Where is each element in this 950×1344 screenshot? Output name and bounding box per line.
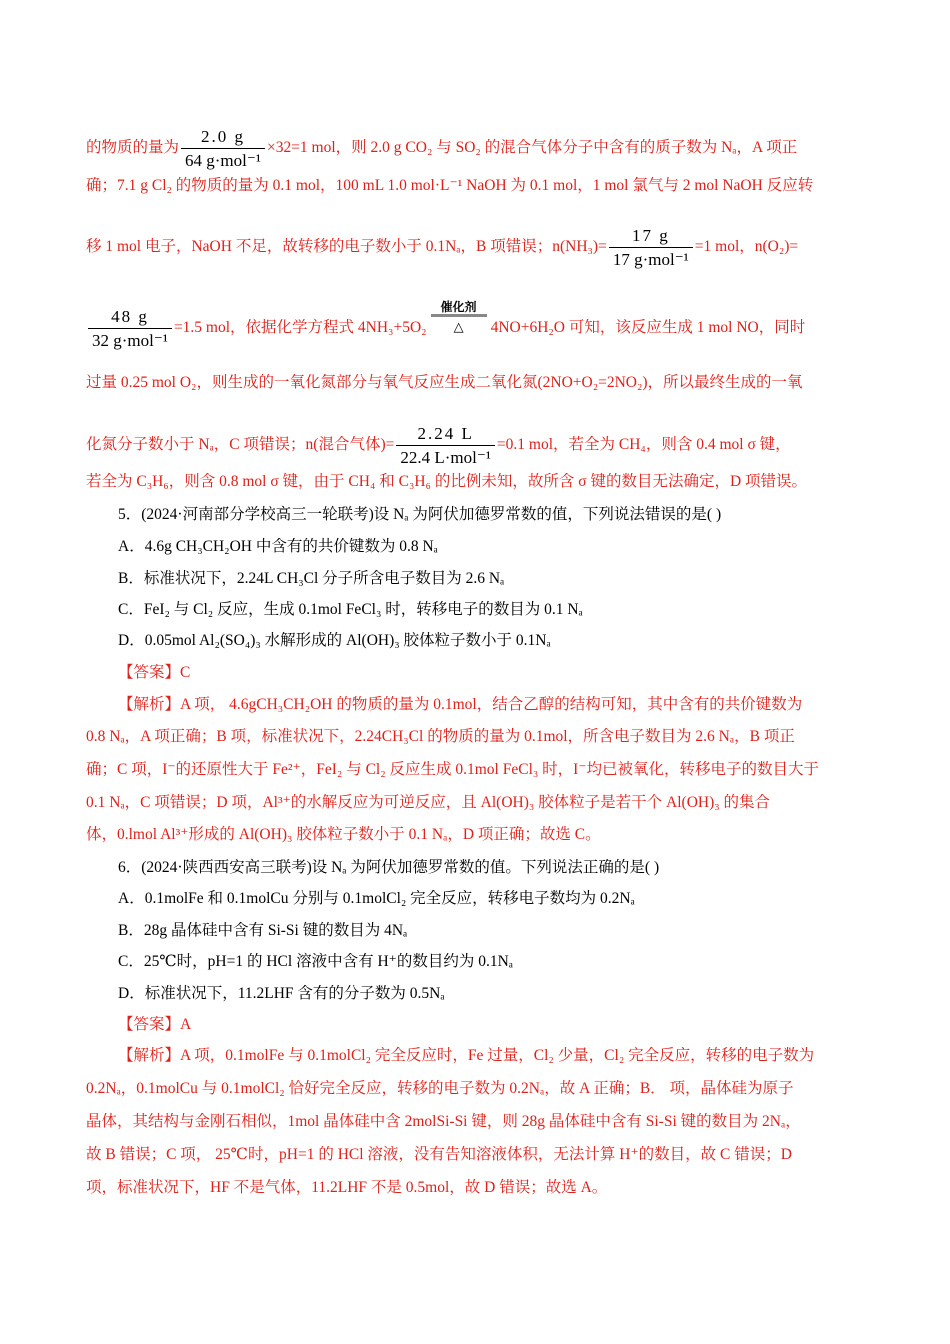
catalyst-arrow: 催化剂 △: [431, 319, 487, 339]
q6-analysis-line-3: 晶体，其结构与金刚石相似，1mol 晶体硅中含 2molSi-Si 键，则 28g 晶体硅中含有 Si-Si 键的数目为 2Nₐ，: [86, 1113, 801, 1130]
q6-answer: 【答案】A: [118, 1016, 192, 1033]
q5-analysis-line-5: 体，0.lmol Al³⁺形成的 Al(OH)₃ 胶体粒子数小于 0.1 Nₐ，D 项正确；故选 C。: [86, 826, 601, 843]
q5-option-c: C．FeI₂ 与 Cl₂ 反应，生成 0.1mol FeCl₃ 时，转移电子的数目为 0.1 Nₐ: [118, 601, 583, 618]
q4-solution-line-4: $\frac{48 g}{\text{32 g·mol⁻¹}}$ =1.5 mol，依据化学方程式 4NH₃+5O₂ 催化剂 △ 4NO+6H₂O 可知，该反应生成 1 mol NO，同时: [86, 308, 866, 349]
q5-analysis-line-2: 0.8 Nₐ，A 项正确；B 项，标准状况下，2.24CH₃Cl 的物质的量为 0.1mol，所含电子数目为 2.6 Nₐ，B 项正: [86, 728, 795, 745]
q5-option-a: A．4.6g CH₃CH₂OH 中含有的共价键数为 0.8 Nₐ: [118, 538, 438, 555]
fraction-nh3: $\frac{17 g}{\text{17 g·mol⁻¹}}$: [609, 227, 693, 268]
q6-option-b: B．28g 晶体硅中含有 Si-Si 键的数目为 4Nₐ: [118, 922, 408, 939]
q4-solution-line-5: 过量 0.25 mol O₂，则生成的一氧化氮部分与氧气反应生成二氧化氮(2NO+O₂=2NO₂)，所以最终生成的一氧: [86, 374, 803, 391]
q5-stem: 5．(2024·河南部分学校高三一轮联考)设 Nₐ 为阿伏加德罗常数的值，下列说法错误的是( ): [118, 506, 722, 523]
q5-analysis-line-1: 【解析】A 项， 4.6gCH₃CH₂OH 的物质的量为 0.1mol，结合乙醇的结构可知，其中含有的共价键数为: [118, 696, 803, 713]
q4-solution-line-6: 化氮分子数小于 Nₐ，C 项错误；n(混合气体)= $\frac{2.24 L}{\text{22.4 L·mol⁻¹}}$ =0.1 mol，若全为 CH₄，则含 0.4 mol σ 键，: [86, 424, 791, 467]
q6-analysis-line-2: 0.2Nₐ，0.1molCu 与 0.1molCl₂ 恰好完全反应，转移的电子数为 0.2Nₐ，故 A 正确；B． 项，晶体硅为原子: [86, 1080, 794, 1097]
q5-answer: 【答案】C: [118, 664, 191, 681]
q6-stem: 6．(2024·陕西西安高三联考)设 Nₐ 为阿伏加德罗常数的值。下列说法正确的是( ): [118, 859, 660, 876]
q5-analysis-line-3: 确；C 项，I⁻的还原性大于 Fe²⁺，FeI₂ 与 Cl₂ 反应生成 0.1mol FeCl₃ 时，I⁻均已被氧化，转移电子的数目大于: [86, 761, 820, 778]
q4-solution-line-1: 的物质的量为 $\frac{2.0 g}{\text{64 g·mol⁻¹}}$ ×32=1 mol，则 2.0 g CO₂ 与 SO₂ 的混合气体分子中含有的质子数为 Nₐ，A 项正: [86, 127, 798, 170]
q6-option-a: A．0.1molFe 和 0.1molCu 分别与 0.1molCl₂ 完全反应，转移电子数均为 0.2Nₐ: [118, 890, 635, 907]
q4-solution-line-7: 若全为 C₃H₆，则含 0.8 mol σ 键，由于 CH₄ 和 C₃H₆ 的比例未知，故所含 σ 键的数目无法确定，D 项错误。: [86, 473, 808, 490]
q5-option-b: B．标准状况下，2.24L CH₃Cl 分子所含电子数目为 2.6 Nₐ: [118, 570, 505, 587]
q4-solution-line-3: 移 1 mol 电子，NaOH 不足，故转移的电子数小于 0.1Nₐ，B 项错误；n(NH₃)= $\frac{17 g}{\text{17 g·mol⁻¹}}$ =1 mol，n(O₂)=: [86, 226, 799, 269]
q6-analysis-line-5: 项，标准状况下，HF 不是气体，11.2LHF 不是 0.5mol，故 D 错误；故选 A。: [86, 1179, 608, 1196]
fraction-o2: $\frac{48 g}{\text{32 g·mol⁻¹}}$: [88, 308, 172, 349]
fraction-gas: $\frac{2.24 L}{\text{22.4 L·mol⁻¹}}$: [396, 425, 495, 466]
q6-option-c: C．25℃时，pH=1 的 HCl 溶液中含有 H⁺的数目约为 0.1Nₐ: [118, 953, 514, 970]
q6-analysis-line-4: 故 B 错误；C 项， 25℃时，pH=1 的 HCl 溶液，没有告知溶液体积，无法计算 H⁺的数目，故 C 错误；D: [86, 1146, 792, 1163]
q6-analysis-line-1: 【解析】A 项，0.1molFe 与 0.1molCl₂ 完全反应时，Fe 过量，Cl₂ 少量，Cl₂ 完全反应，转移的电子数为: [118, 1047, 815, 1064]
q6-option-d: D．标准状况下，11.2LHF 含有的分子数为 0.5Nₐ: [118, 985, 445, 1002]
fraction-co2: $\frac{2.0 g}{\text{64 g·mol⁻¹}}$: [181, 128, 265, 169]
q5-analysis-line-4: 0.1 Nₐ，C 项错误；D 项，Al³⁺的水解反应为可逆反应，且 Al(OH)₃ 胶体粒子是若干个 Al(OH)₃ 的集合: [86, 794, 771, 811]
q5-option-d: D．0.05mol Al₂(SO₄)₃ 水解形成的 Al(OH)₃ 胶体粒子数小于 0.1Nₐ: [118, 632, 551, 649]
q4-solution-line-2: 确；7.1 g Cl₂ 的物质的量为 0.1 mol，100 mL 1.0 mol·L⁻¹ NaOH 为 0.1 mol，1 mol 氯气与 2 mol NaOH 反应转: [86, 177, 814, 194]
